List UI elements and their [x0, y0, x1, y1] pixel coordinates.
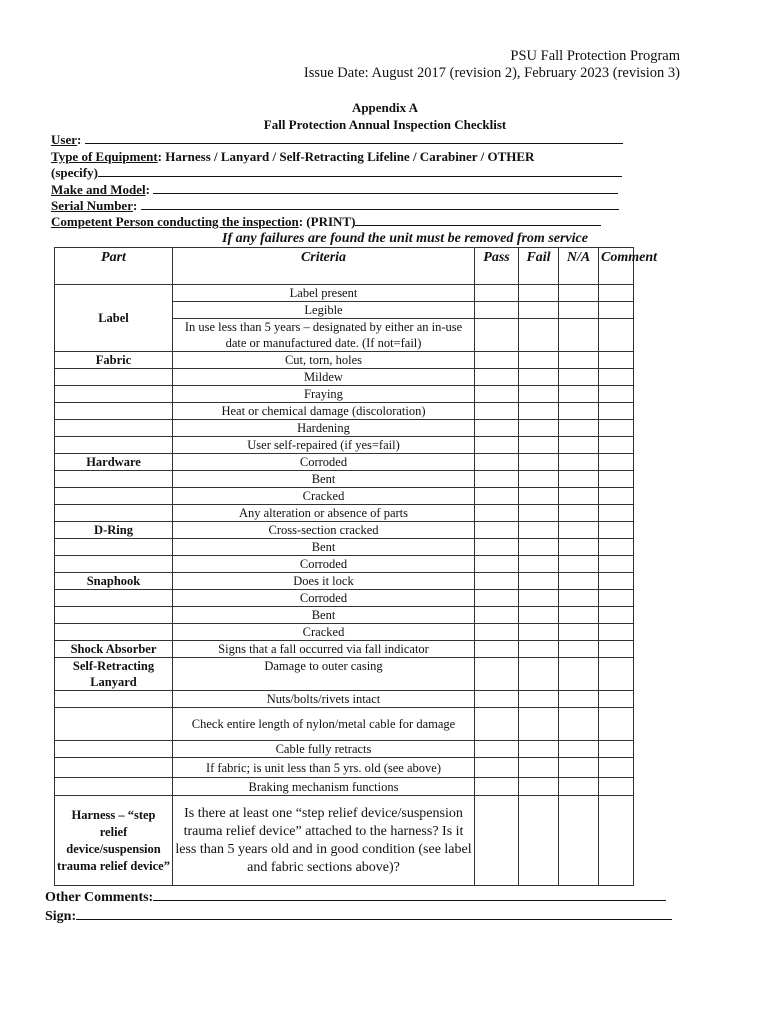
comment-cell[interactable]	[599, 403, 634, 420]
na-cell[interactable]	[559, 624, 599, 641]
part-self-retracting-lanyard: Self-Retracting Lanyard	[55, 658, 173, 691]
failure-warning: If any failures are found the unit must be removed from service	[222, 231, 588, 246]
pass-cell[interactable]	[475, 403, 519, 420]
na-cell[interactable]	[559, 505, 599, 522]
checklist-title: Fall Protection Annual Inspection Checklist	[263, 117, 507, 132]
pass-cell[interactable]	[475, 708, 519, 741]
criteria-cell: In use less than 5 years – designated by either an in-use date or manufactured date. (If not=fail)	[173, 319, 475, 352]
criteria-cell: Corroded	[173, 556, 475, 573]
comment-cell[interactable]	[599, 437, 634, 454]
table-row	[55, 352, 634, 369]
part-harness: Harness – “step relief device/suspension trauma relief device”	[55, 796, 173, 886]
pass-cell[interactable]	[475, 691, 519, 708]
pass-cell[interactable]	[475, 505, 519, 522]
comment-cell[interactable]	[599, 624, 634, 641]
na-cell[interactable]	[559, 302, 599, 319]
pass-cell[interactable]	[475, 471, 519, 488]
make-model-field[interactable]: Make and Model:	[51, 182, 618, 198]
criteria-cell: Bent	[173, 471, 475, 488]
part-empty	[55, 590, 173, 607]
comment-cell[interactable]	[599, 778, 634, 796]
criteria-cell: Bent	[173, 607, 475, 624]
criteria-cell: Signs that a fall occurred via fall indicator	[173, 641, 475, 658]
table-row	[55, 590, 634, 607]
make-model-label: Make and Model	[51, 182, 146, 197]
comment-cell[interactable]	[599, 454, 634, 471]
user-field[interactable]: User:	[51, 132, 623, 148]
part-empty	[55, 539, 173, 556]
pass-cell[interactable]	[475, 741, 519, 758]
table-row	[55, 573, 634, 590]
header-fail: Fail	[519, 248, 559, 285]
pass-cell[interactable]	[475, 658, 519, 691]
na-cell[interactable]	[559, 741, 599, 758]
fail-cell[interactable]	[519, 658, 559, 691]
header-criteria: Criteria	[173, 248, 475, 285]
part-shock-absorber: Shock Absorber	[55, 641, 173, 658]
na-cell[interactable]	[559, 590, 599, 607]
inspection-table	[54, 247, 658, 886]
issue-date: Issue Date: August 2017 (revision 2), February 2023 (revision 3)	[303, 65, 680, 81]
pass-cell[interactable]	[475, 488, 519, 505]
make-model-blank[interactable]	[153, 182, 618, 194]
part-empty	[55, 691, 173, 708]
part-empty	[55, 471, 173, 488]
fail-cell[interactable]	[519, 573, 559, 590]
pass-cell[interactable]	[475, 641, 519, 658]
criteria-cell: Braking mechanism functions	[173, 778, 475, 796]
na-cell[interactable]	[559, 454, 599, 471]
comment-cell[interactable]	[599, 691, 634, 708]
na-cell[interactable]	[559, 607, 599, 624]
fail-cell[interactable]	[519, 607, 559, 624]
comment-cell[interactable]	[599, 471, 634, 488]
na-cell[interactable]	[559, 758, 599, 778]
specify-label: (specify)	[51, 165, 98, 180]
table-header-row	[55, 248, 634, 285]
serial-blank[interactable]	[141, 198, 619, 210]
comment-cell[interactable]	[599, 796, 634, 886]
criteria-cell: Label present	[173, 285, 475, 302]
equipment-label: Type of Equipment	[51, 149, 158, 164]
criteria-cell: Heat or chemical damage (discoloration)	[173, 403, 475, 420]
fail-cell[interactable]	[519, 590, 559, 607]
comment-cell[interactable]	[599, 285, 634, 302]
na-cell[interactable]	[559, 641, 599, 658]
table-row	[55, 624, 634, 641]
criteria-cell: Damage to outer casing	[173, 658, 475, 691]
specify-blank[interactable]	[98, 165, 622, 177]
criteria-cell: Hardening	[173, 420, 475, 437]
criteria-cell: Mildew	[173, 369, 475, 386]
pass-cell[interactable]	[475, 607, 519, 624]
comment-cell[interactable]	[599, 641, 634, 658]
table-row	[55, 386, 634, 403]
fail-cell[interactable]	[519, 488, 559, 505]
part-empty	[55, 624, 173, 641]
criteria-cell: User self-repaired (if yes=fail)	[173, 437, 475, 454]
fail-cell[interactable]	[519, 420, 559, 437]
comment-cell[interactable]	[599, 573, 634, 590]
comment-cell[interactable]	[599, 658, 634, 691]
part-hardware: Hardware	[55, 454, 173, 471]
comment-cell[interactable]	[599, 420, 634, 437]
fail-cell[interactable]	[519, 352, 559, 369]
na-cell[interactable]	[559, 691, 599, 708]
fail-cell[interactable]	[519, 319, 559, 352]
table-row	[55, 437, 634, 454]
comment-cell[interactable]	[599, 386, 634, 403]
table-row	[55, 369, 634, 386]
na-cell[interactable]	[559, 778, 599, 796]
na-cell[interactable]	[559, 488, 599, 505]
fail-cell[interactable]	[519, 369, 559, 386]
criteria-cell: Check entire length of nylon/metal cable for damage	[173, 708, 475, 741]
pass-cell[interactable]	[475, 758, 519, 778]
comment-cell[interactable]	[599, 607, 634, 624]
criteria-cell: Fraying	[173, 386, 475, 403]
fail-cell[interactable]	[519, 758, 559, 778]
fail-cell[interactable]	[519, 691, 559, 708]
pass-cell[interactable]	[475, 624, 519, 641]
part-empty	[55, 369, 173, 386]
fail-cell[interactable]	[519, 741, 559, 758]
na-cell[interactable]	[559, 539, 599, 556]
criteria-cell: Corroded	[173, 590, 475, 607]
table-row	[55, 522, 634, 539]
table-row	[55, 607, 634, 624]
serial-label: Serial Number	[51, 198, 133, 213]
pass-cell[interactable]	[475, 522, 519, 539]
comment-cell[interactable]	[599, 539, 634, 556]
na-cell[interactable]	[559, 386, 599, 403]
appendix-title: Appendix A	[351, 100, 419, 115]
comment-cell[interactable]	[599, 319, 634, 352]
header-pass: Pass	[475, 248, 519, 285]
criteria-cell: Nuts/bolts/rivets intact	[173, 691, 475, 708]
part-fabric: Fabric	[55, 352, 173, 369]
table-row	[55, 539, 634, 556]
pass-cell[interactable]	[475, 454, 519, 471]
part-empty	[55, 488, 173, 505]
part-empty	[55, 758, 173, 778]
part-empty	[55, 386, 173, 403]
comment-cell[interactable]	[599, 556, 634, 573]
fail-cell[interactable]	[519, 403, 559, 420]
pass-cell[interactable]	[475, 573, 519, 590]
equipment-field[interactable]	[51, 149, 534, 165]
pass-cell[interactable]	[475, 302, 519, 319]
part-empty	[55, 420, 173, 437]
part-empty	[55, 741, 173, 758]
comment-cell[interactable]	[599, 505, 634, 522]
fail-cell[interactable]	[519, 624, 559, 641]
pass-cell[interactable]	[475, 285, 519, 302]
competent-blank[interactable]	[355, 214, 601, 226]
pass-cell[interactable]	[475, 556, 519, 573]
criteria-cell: If fabric; is unit less than 5 yrs. old (see above)	[173, 758, 475, 778]
serial-field[interactable]: Serial Number:	[51, 198, 619, 214]
fail-cell[interactable]	[519, 302, 559, 319]
pass-cell[interactable]	[475, 796, 519, 886]
part-empty	[55, 607, 173, 624]
sign-blank[interactable]	[76, 908, 672, 920]
header-part: Part	[55, 248, 173, 285]
na-cell[interactable]	[559, 658, 599, 691]
other-comments-field[interactable]	[45, 889, 666, 906]
other-comments-label: Other Comments:	[45, 890, 154, 905]
fail-cell[interactable]	[519, 708, 559, 741]
table-row	[55, 420, 634, 437]
pass-cell[interactable]	[475, 437, 519, 454]
header-na: N/A	[559, 248, 599, 285]
fail-cell[interactable]	[519, 522, 559, 539]
competent-label: Competent Person conducting the inspection	[51, 214, 299, 229]
table-row	[55, 403, 634, 420]
criteria-cell: Legible	[173, 302, 475, 319]
part-empty	[55, 708, 173, 741]
na-cell[interactable]	[559, 403, 599, 420]
comment-cell[interactable]	[599, 488, 634, 505]
fail-cell[interactable]	[519, 471, 559, 488]
fail-cell[interactable]	[519, 641, 559, 658]
na-cell[interactable]	[559, 369, 599, 386]
criteria-cell: Cable fully retracts	[173, 741, 475, 758]
table-row	[55, 796, 634, 886]
na-cell[interactable]	[559, 437, 599, 454]
table-row	[55, 471, 634, 488]
specify-field[interactable]	[51, 165, 622, 181]
comment-cell[interactable]	[599, 741, 634, 758]
program-name: PSU Fall Protection Program	[510, 48, 680, 64]
part-label: Label	[55, 285, 173, 352]
fail-cell[interactable]	[519, 386, 559, 403]
table-row	[55, 505, 634, 522]
fail-cell[interactable]	[519, 556, 559, 573]
table-row	[55, 285, 634, 302]
criteria-cell: Cracked	[173, 624, 475, 641]
competent-person-field[interactable]	[51, 214, 601, 230]
criteria-cell: Does it lock	[173, 573, 475, 590]
criteria-cell: Any alteration or absence of parts	[173, 505, 475, 522]
criteria-cell: Corroded	[173, 454, 475, 471]
pass-cell[interactable]	[475, 778, 519, 796]
fail-cell[interactable]	[519, 437, 559, 454]
comment-cell[interactable]	[599, 590, 634, 607]
comment-cell[interactable]	[599, 758, 634, 778]
fail-cell[interactable]	[519, 778, 559, 796]
table-row	[55, 454, 634, 471]
table-row	[55, 758, 634, 778]
comment-cell[interactable]	[599, 708, 634, 741]
comment-cell[interactable]	[599, 302, 634, 319]
table-row	[55, 691, 634, 708]
table-row	[55, 641, 634, 658]
sign-field[interactable]	[45, 908, 672, 925]
pass-cell[interactable]	[475, 319, 519, 352]
pass-cell[interactable]	[475, 590, 519, 607]
fail-cell[interactable]	[519, 454, 559, 471]
table-row	[55, 556, 634, 573]
pass-cell[interactable]	[475, 386, 519, 403]
print-label: : (PRINT)	[298, 214, 356, 229]
comment-cell[interactable]	[599, 369, 634, 386]
user-label: User	[51, 132, 77, 147]
table-row	[55, 741, 634, 758]
criteria-cell: Cross-section cracked	[173, 522, 475, 539]
equipment-options: : Harness / Lanyard / Self-Retracting Lifeline / Carabiner / OTHER	[157, 149, 535, 164]
na-cell[interactable]	[559, 285, 599, 302]
header-comment: Comment	[599, 248, 634, 285]
table-row	[55, 708, 634, 741]
pass-cell[interactable]	[475, 420, 519, 437]
fail-cell[interactable]	[519, 285, 559, 302]
part-dring: D-Ring	[55, 522, 173, 539]
criteria-cell: Cracked	[173, 488, 475, 505]
table-row	[55, 488, 634, 505]
part-empty	[55, 778, 173, 796]
comment-cell[interactable]	[599, 522, 634, 539]
table-row	[55, 778, 634, 796]
part-snaphook: Snaphook	[55, 573, 173, 590]
criteria-cell: Cut, torn, holes	[173, 352, 475, 369]
criteria-cell: Is there at least one “step relief device/suspension trauma relief device” attached to the harness? Is it less than 5 years old and in good condition (see label and fabric sections above)?	[173, 796, 475, 886]
na-cell[interactable]	[559, 352, 599, 369]
sign-label: Sign:	[45, 909, 77, 924]
fail-cell[interactable]	[519, 505, 559, 522]
na-cell[interactable]	[559, 708, 599, 741]
na-cell[interactable]	[559, 522, 599, 539]
user-blank[interactable]	[85, 132, 623, 144]
na-cell[interactable]	[559, 471, 599, 488]
pass-cell[interactable]	[475, 352, 519, 369]
part-empty	[55, 505, 173, 522]
na-cell[interactable]	[559, 573, 599, 590]
other-comments-blank[interactable]	[153, 889, 666, 901]
fail-cell[interactable]	[519, 539, 559, 556]
part-empty	[55, 403, 173, 420]
pass-cell[interactable]	[475, 369, 519, 386]
table-row	[55, 658, 634, 691]
na-cell[interactable]	[559, 796, 599, 886]
na-cell[interactable]	[559, 556, 599, 573]
criteria-cell: Bent	[173, 539, 475, 556]
fail-cell[interactable]	[519, 796, 559, 886]
na-cell[interactable]	[559, 420, 599, 437]
part-empty	[55, 437, 173, 454]
na-cell[interactable]	[559, 319, 599, 352]
comment-cell[interactable]	[599, 352, 634, 369]
part-empty	[55, 556, 173, 573]
pass-cell[interactable]	[475, 539, 519, 556]
